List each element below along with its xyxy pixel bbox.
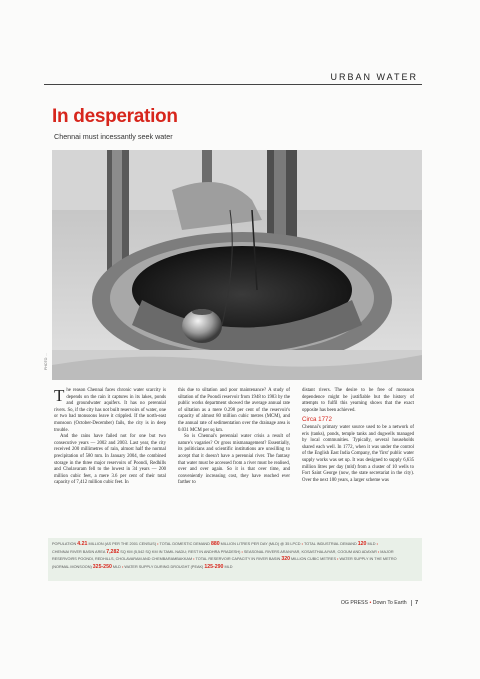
page-footer bbox=[341, 600, 418, 606]
stat-value: 880 bbox=[210, 541, 220, 547]
stat-value: 125-290 bbox=[204, 563, 224, 570]
stat-label: CHENNAI RIVER BASIN AREA bbox=[52, 549, 106, 554]
photo-credit: PHOTO: ... bbox=[44, 352, 48, 370]
subheading: Circa 1772 bbox=[302, 416, 332, 424]
section-label: URBAN WATER bbox=[330, 72, 418, 82]
paragraph: Chennai's primary water source used to be a network of eris (tanks), ponds, temple tanks and dugwells managed by local communities. Typically, several households shared each well. In 1772, when it was under the control of the English East India Company, the 'first' public water supply works was set up. It was designed to supply 6,635 million litres per day (mld) from a cluster of 10 wells to Fort Saint George (now, the state secretariat in the city). Over the next 100 years, a larger scheme was bbox=[302, 424, 414, 483]
stat-value: 120 bbox=[357, 541, 367, 547]
stat-unit: MILLION (AS PER THE 2001 CENSUS) bbox=[88, 542, 157, 546]
stat-label: TOTAL INDUSTRIAL DEMAND bbox=[303, 542, 357, 546]
stat-label: WATER SUPPLY IN THE METRO bbox=[339, 557, 397, 562]
footer-magazine: Down To Earth bbox=[372, 600, 407, 606]
bullet-icon: • bbox=[157, 542, 159, 546]
body-column-2 bbox=[178, 388, 290, 487]
bullet-icon: • bbox=[376, 542, 378, 546]
bullet-icon: • bbox=[122, 564, 124, 569]
stat-unit: MILLION LITRES PER DAY (MLD) @ 35 LPCD bbox=[220, 542, 301, 546]
paragraph: distant rivers. The desire to be free of monsoon dependence might be justifiable but the history of attempts to fulfil this yearning shows that the exact opposite has been achieved. bbox=[302, 388, 414, 413]
well-photo bbox=[52, 150, 422, 380]
page-number: 7 bbox=[411, 600, 418, 606]
article-title: In desperation bbox=[52, 106, 178, 127]
footer-source: OG PRESS bbox=[340, 600, 368, 606]
bullet-icon: • bbox=[377, 549, 380, 554]
paragraph: he reason Chennai faces chronic water scarcity is depends on the rain it captures in its lakes, ponds and groundwater aquifers. It has no perennial rivers. So, if the city has not built reservoirs of water, one or two bad monsoons leave it crippled. If the north-east monsoon (October-December) fails, the city is in deep trouble. bbox=[54, 388, 166, 433]
paragraph: And the rains have failed not for one but two consecutive years — 2002 and 2003. Last year, the city received 200 millimetres of rain, almost half the normal precipitation of 580 mm. In January 2004, the combined storage in the three major reservoirs of Poondi, Redhills and Cholavaram fell to the lowest in 34 years — 200 million cubic feet, a mere 3.6 per cent of their total capacity of 7,412 million cubic feet. In bbox=[54, 434, 166, 486]
stat-text: POONDI, REDHILLS, CHOLAVARAM AND CHEMBARAMBAKKAM bbox=[77, 557, 193, 562]
stat-value: 7,282 bbox=[106, 548, 120, 555]
stat-label: (NORMAL MONSOON) bbox=[52, 564, 92, 569]
stat-unit: SQ KM (5,542 SQ KM IN TAMIL NADU; REST IN ANDHRA PRADESH) bbox=[120, 549, 241, 554]
stat-label: RESERVOIRS bbox=[52, 557, 77, 562]
article-subtitle: Chennai must incessantly seek water bbox=[54, 132, 173, 141]
bullet-icon: • bbox=[301, 542, 303, 546]
stat-label: MAJOR bbox=[380, 549, 394, 554]
stat-label: POPULATION bbox=[52, 542, 77, 546]
article-body bbox=[54, 388, 416, 532]
bullet-icon: • bbox=[337, 557, 339, 562]
stat-unit: MILLION CUBIC METRES bbox=[291, 557, 336, 562]
body-column-1 bbox=[54, 388, 166, 487]
bullet-icon: • bbox=[193, 557, 195, 562]
bullet-icon: • bbox=[369, 600, 372, 606]
stat-value: 4.21 bbox=[77, 541, 88, 547]
paragraph: So is Chennai's perennial water crisis a result of nature's vagaries? Or gross mismanagement? Essentially, its politicians and scientific institutions are unwilling to accept that it doesn't have a perennial river. The fantasy that water must be accessed from a river must be realised, over and over again. So it is that over time, and conveniently increasing cost, they have reached ever farther to bbox=[178, 434, 290, 486]
bullet-icon: • bbox=[241, 549, 243, 554]
stat-text: ARANIYAR, KOSASTHALAIYAR, COOUM AND ADAYAR bbox=[280, 549, 377, 554]
stat-unit: MLD bbox=[367, 542, 376, 546]
drop-cap: T bbox=[54, 386, 65, 405]
stat-label: WATER SUPPLY DURING DROUGHT (PEAK) bbox=[124, 564, 204, 569]
stat-unit: MLD bbox=[112, 564, 121, 569]
header-rule bbox=[44, 84, 422, 85]
stat-value: 320 bbox=[281, 556, 290, 563]
stat-label: TOTAL RESERVOIR CAPACITY IN RIVER BASIN bbox=[195, 557, 281, 562]
stat-label: TOTAL DOMESTIC DEMAND bbox=[159, 542, 210, 546]
stat-unit: MLD bbox=[224, 564, 233, 569]
stats-text bbox=[48, 538, 422, 574]
stat-label: SEASONAL RIVERS bbox=[243, 549, 280, 554]
stats-bar bbox=[48, 538, 422, 581]
paragraph: this due to siltation and poor maintenance? A study of siltation of the Poondi reservoir from 1948 to 1983 by the public works department showed the average annual rate of siltation as a mere 0.298 per cent of the reservoir's capacity of almost 80 million cubic metres (MCM), and the annual rate of sedimentation over the drainage area is 0.031 MCM per sq km. bbox=[178, 388, 290, 433]
body-column-3 bbox=[302, 388, 414, 484]
stat-value: 325-250 bbox=[92, 563, 112, 570]
